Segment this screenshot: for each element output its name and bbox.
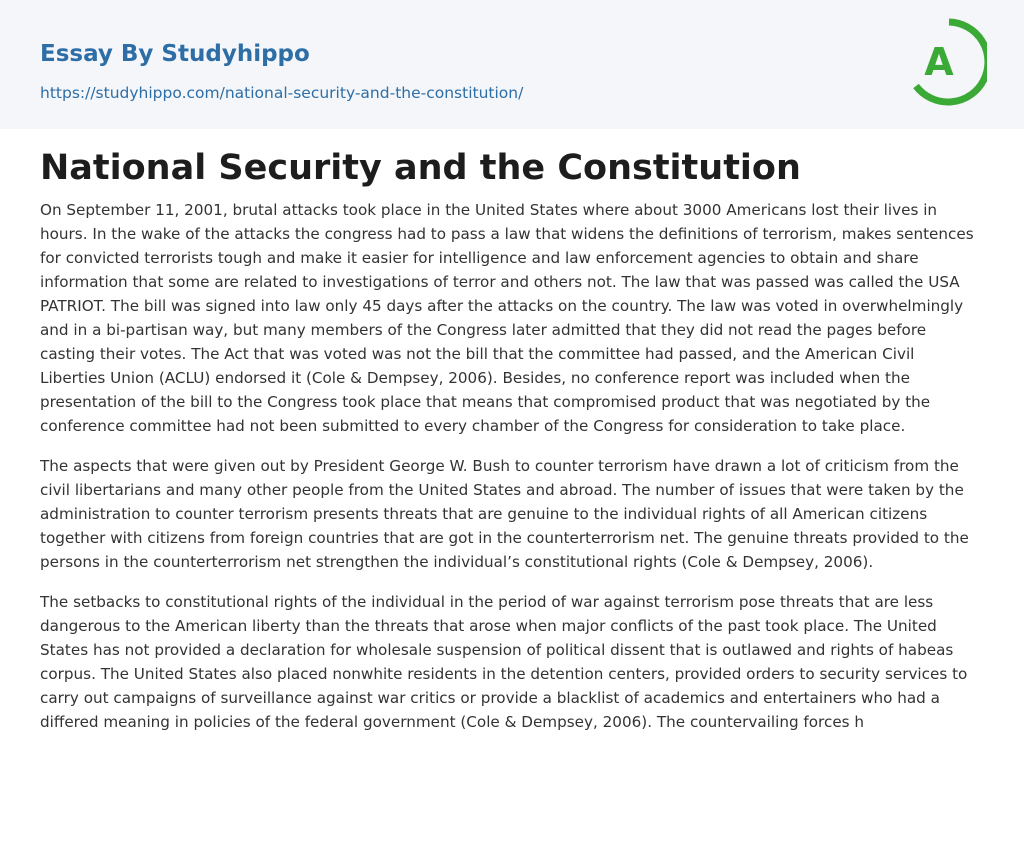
article	[40, 146, 984, 750]
brand-title[interactable]: Essay By Studyhippo	[40, 41, 310, 67]
paragraph-3: The setbacks to constitutional rights of the individual in the period of war against terrorism pose threats that are less dangerous to the American liberty than the threats that arose when major conflicts of the past took place. The United States has not provided a declaration for wholesale suspension of political dissent that is outlawed and rights of habeas corpus. The United States also placed nonwhite residents in the detention centers, provided orders to security services to carry out campaigns of surveillance against war critics or provide a blacklist of academics and entertainers who had a differed meaning in policies of the federal government (Cole & Dempsey, 2006). The countervailing forces h	[40, 593, 968, 731]
studyhippo-logo-icon[interactable]	[911, 18, 987, 106]
paragraph-1: On September 11, 2001, brutal attacks took place in the United States where about 3000 Americans lost their lives in hours. In the wake of the attacks the congress had to pass a law that widens the definitions of terrorism, makes sentences for convicted terrorists tough and make it easier for intelligence and law enforcement agencies to obtain and share information that some are related to investigations of terror and others not. The law that was passed was called the USA PATRIOT. The bill was signed into law only 45 days after the attacks on the country. The law was voted in overwhelmingly and in a bi-partisan way, but many members of the Congress later admitted that they did not read the pages before casting their votes. The Act that was voted was not the bill that the committee had passed, and the American Civil Liberties Union (ACLU) endorsed it (Cole & Dempsey, 2006). Besides, no conference report was included when the presentation of the bill to the Congress took place that means that compromised product that was negotiated by the conference committee had not been submitted to every chamber of the Congress for consideration to take place.	[40, 201, 974, 435]
site-header	[0, 0, 1024, 129]
logo-letter: A	[924, 40, 954, 84]
essay-url-link[interactable]: https://studyhippo.com/national-security-and-the-constitution/	[40, 84, 524, 102]
page-title: National Security and the Constitution	[40, 148, 801, 188]
paragraph-2: The aspects that were given out by President George W. Bush to counter terrorism have drawn a lot of criticism from the civil libertarians and many other people from the United States and abroad. The number of issues that were taken by the administration to counter terrorism presents threats that are genuine to the individual rights of all American citizens together with citizens from foreign countries that are got in the counterterrorism net. The genuine threats provided to the persons in the counterterrorism net strengthen the individual’s constitutional rights (Cole & Dempsey, 2006).	[40, 457, 969, 571]
